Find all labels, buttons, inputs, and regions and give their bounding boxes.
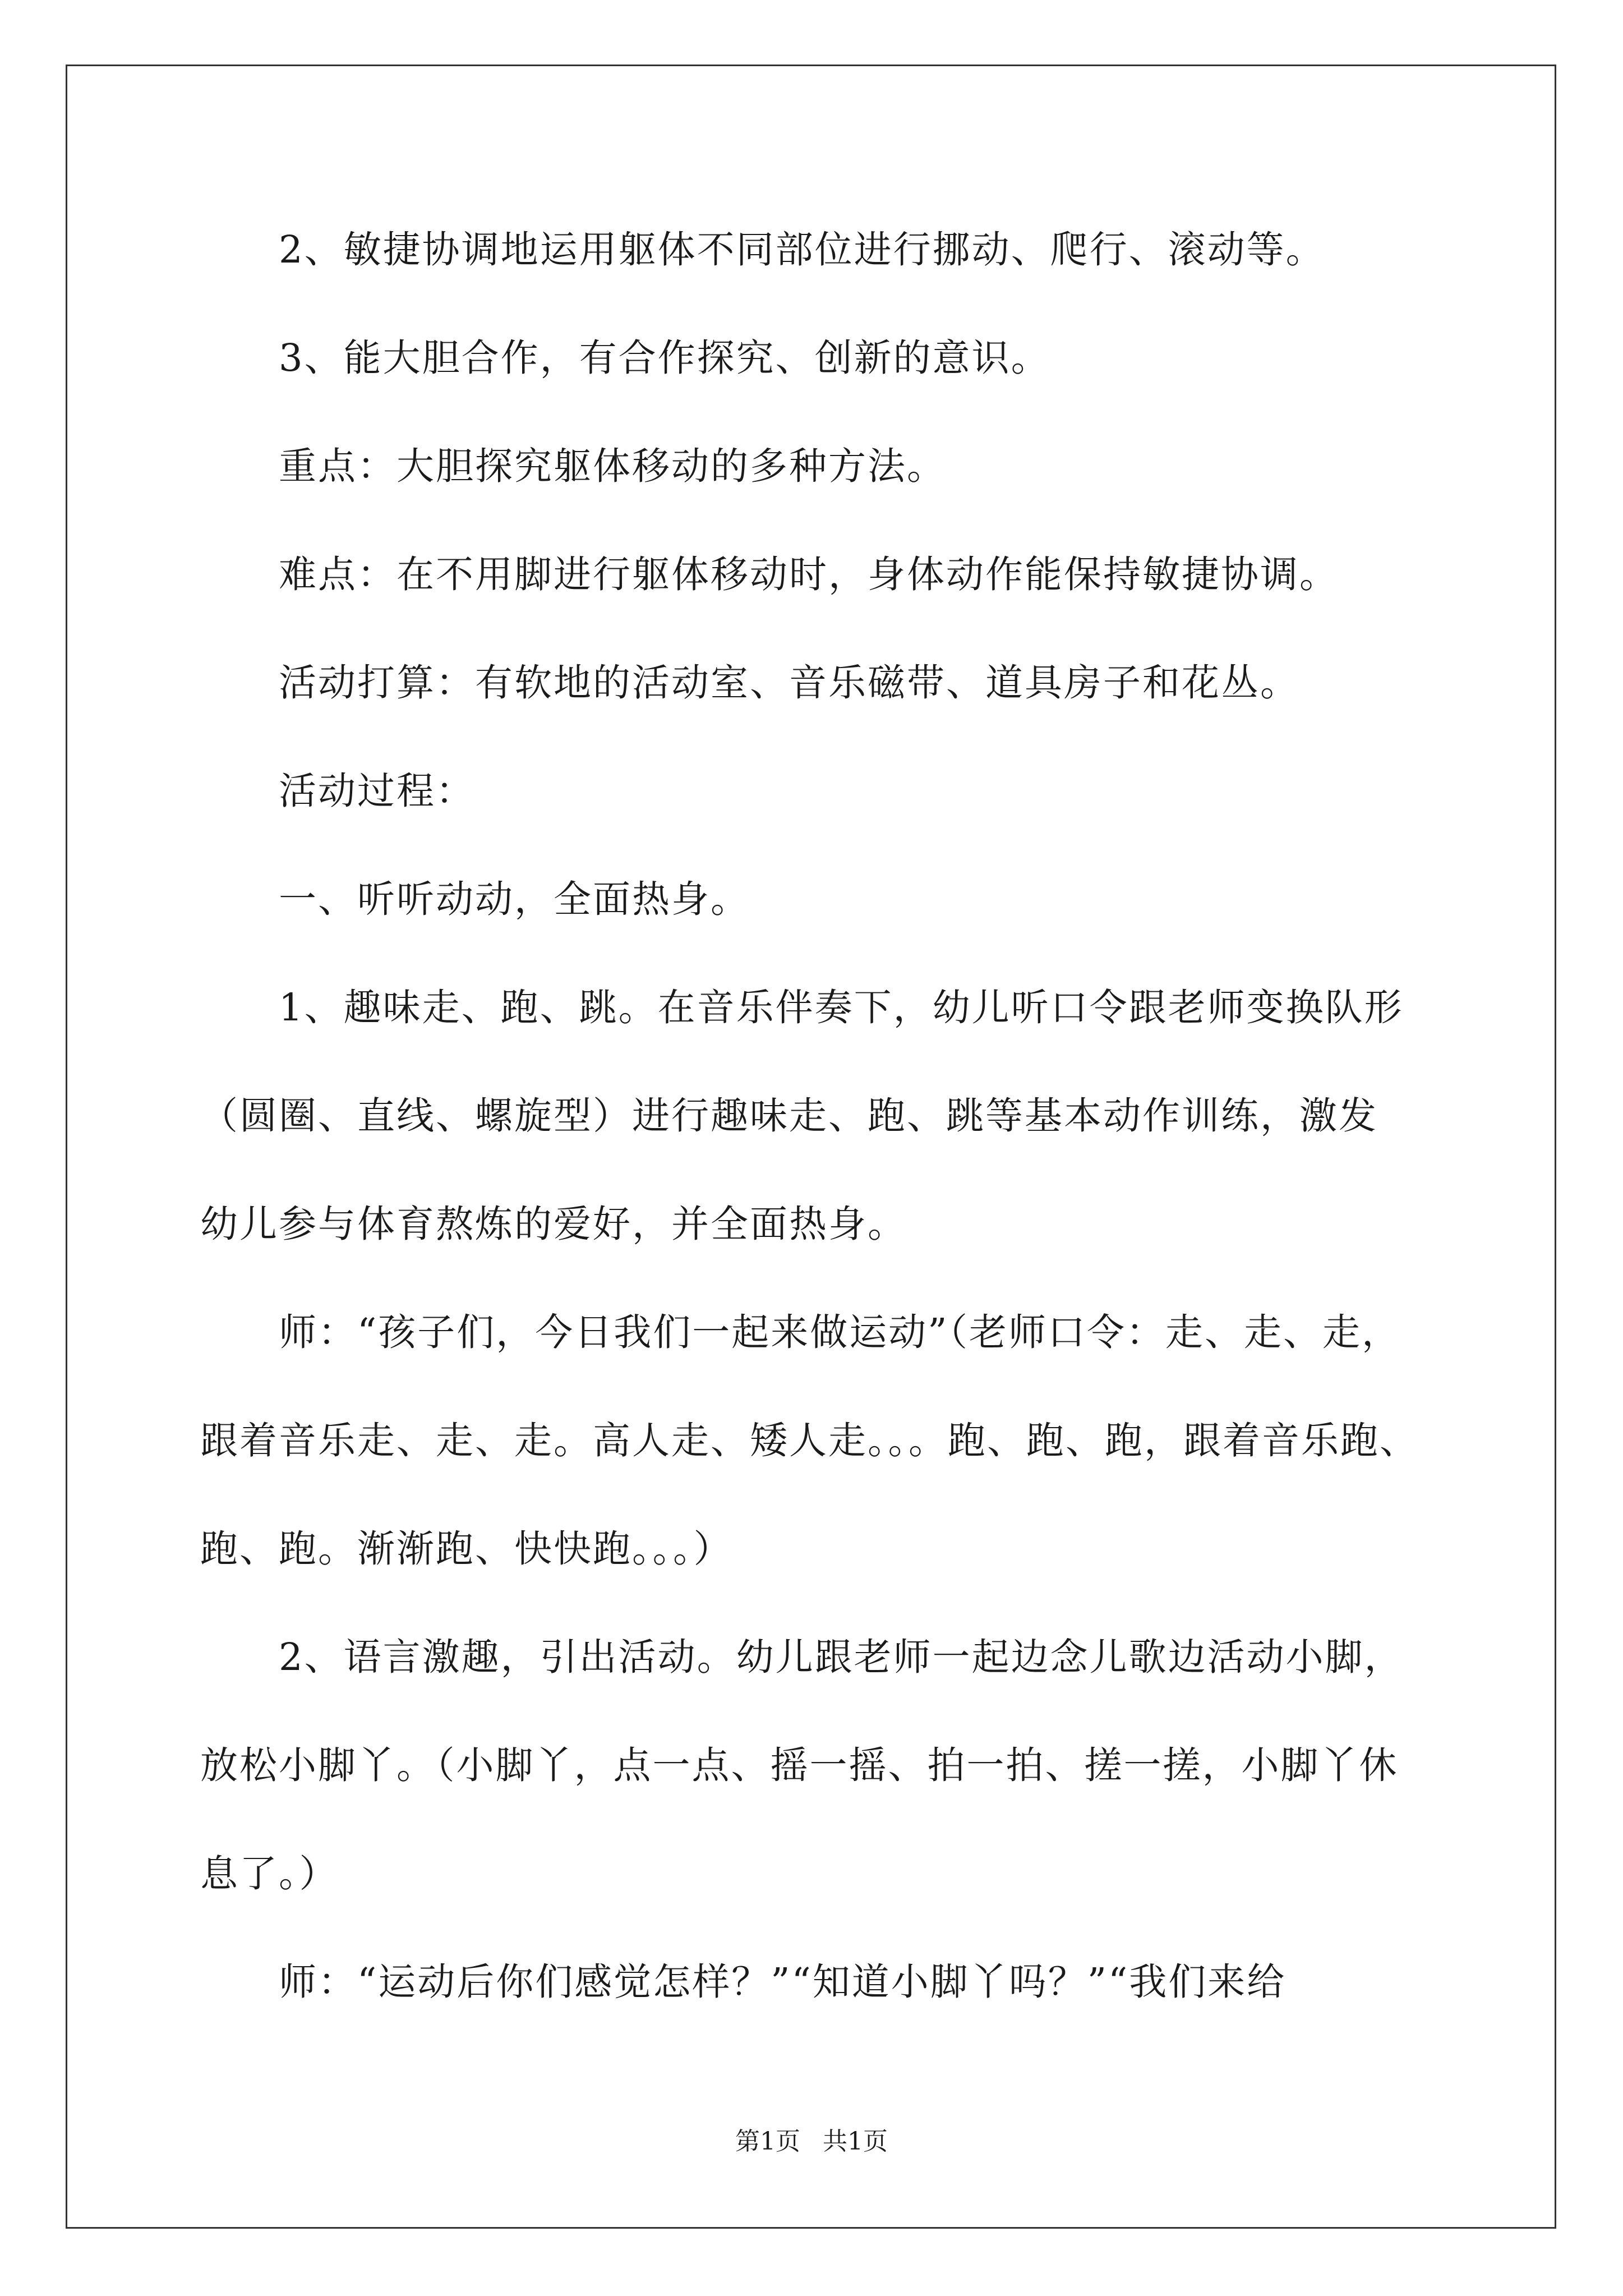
paragraph-line: 跑、跑。渐渐跑、快快跑。。。） xyxy=(200,1527,733,1571)
page-number-total: 共1页 xyxy=(823,2127,888,2156)
paragraph-line: 师：“孩子们，今日我们一起来做运动”（老师口令：走、走、走， xyxy=(279,1310,1401,1354)
paragraph-line: 难点：在不用脚进行躯体移动时，身体动作能保持敏捷协调。 xyxy=(279,553,1339,596)
paragraph-line: 息了。） xyxy=(200,1852,339,1895)
page-border xyxy=(66,65,1556,2229)
paragraph-line: 2、敏捷协调地运用躯体不同部位进行挪动、爬行、滚动等。 xyxy=(279,228,1325,272)
paragraph-line: 一、听听动动，全面热身。 xyxy=(279,877,750,921)
paragraph-line: 3、能大胆合作，有合作探究、创新的意识。 xyxy=(279,336,1050,380)
paragraph-line: 活动打算：有软地的活动室、音乐磁带、道具房子和花丛。 xyxy=(279,661,1299,705)
paragraph-line: 1、趣味走、跑、跳。在音乐伴奏下，幼儿听口令跟老师变换队形 xyxy=(279,986,1404,1029)
paragraph-line: 2、语言激趣，引出活动。幼儿跟老师一起边念儿歌边活动小脚， xyxy=(279,1635,1404,1679)
paragraph-line: （圆圈、直线、螺旋型）进行趣味走、跑、跳等基本动作训练，激发 xyxy=(200,1094,1378,1138)
paragraph-line: 跟着音乐走、走、走。高人走、矮人走。。。跑、跑、跑，跟着音乐跑、 xyxy=(200,1419,1419,1462)
page-footer xyxy=(0,2125,1623,2159)
page-number-current: 第1页 xyxy=(735,2127,800,2156)
paragraph-line: 师：“运动后你们感觉怎样？”“知道小脚丫吗？”“我们来给 xyxy=(279,1960,1287,2004)
paragraph-line: 重点：大胆探究躯体移动的多种方法。 xyxy=(279,444,946,488)
paragraph-line: 活动过程： xyxy=(279,769,475,813)
paragraph-line: 放松小脚丫。（小脚丫，点一点、摇一摇、拍一拍、搓一搓，小脚丫休 xyxy=(200,1743,1399,1787)
paragraph-line: 幼儿参与体育熬炼的爱好，并全面热身。 xyxy=(200,1202,907,1246)
